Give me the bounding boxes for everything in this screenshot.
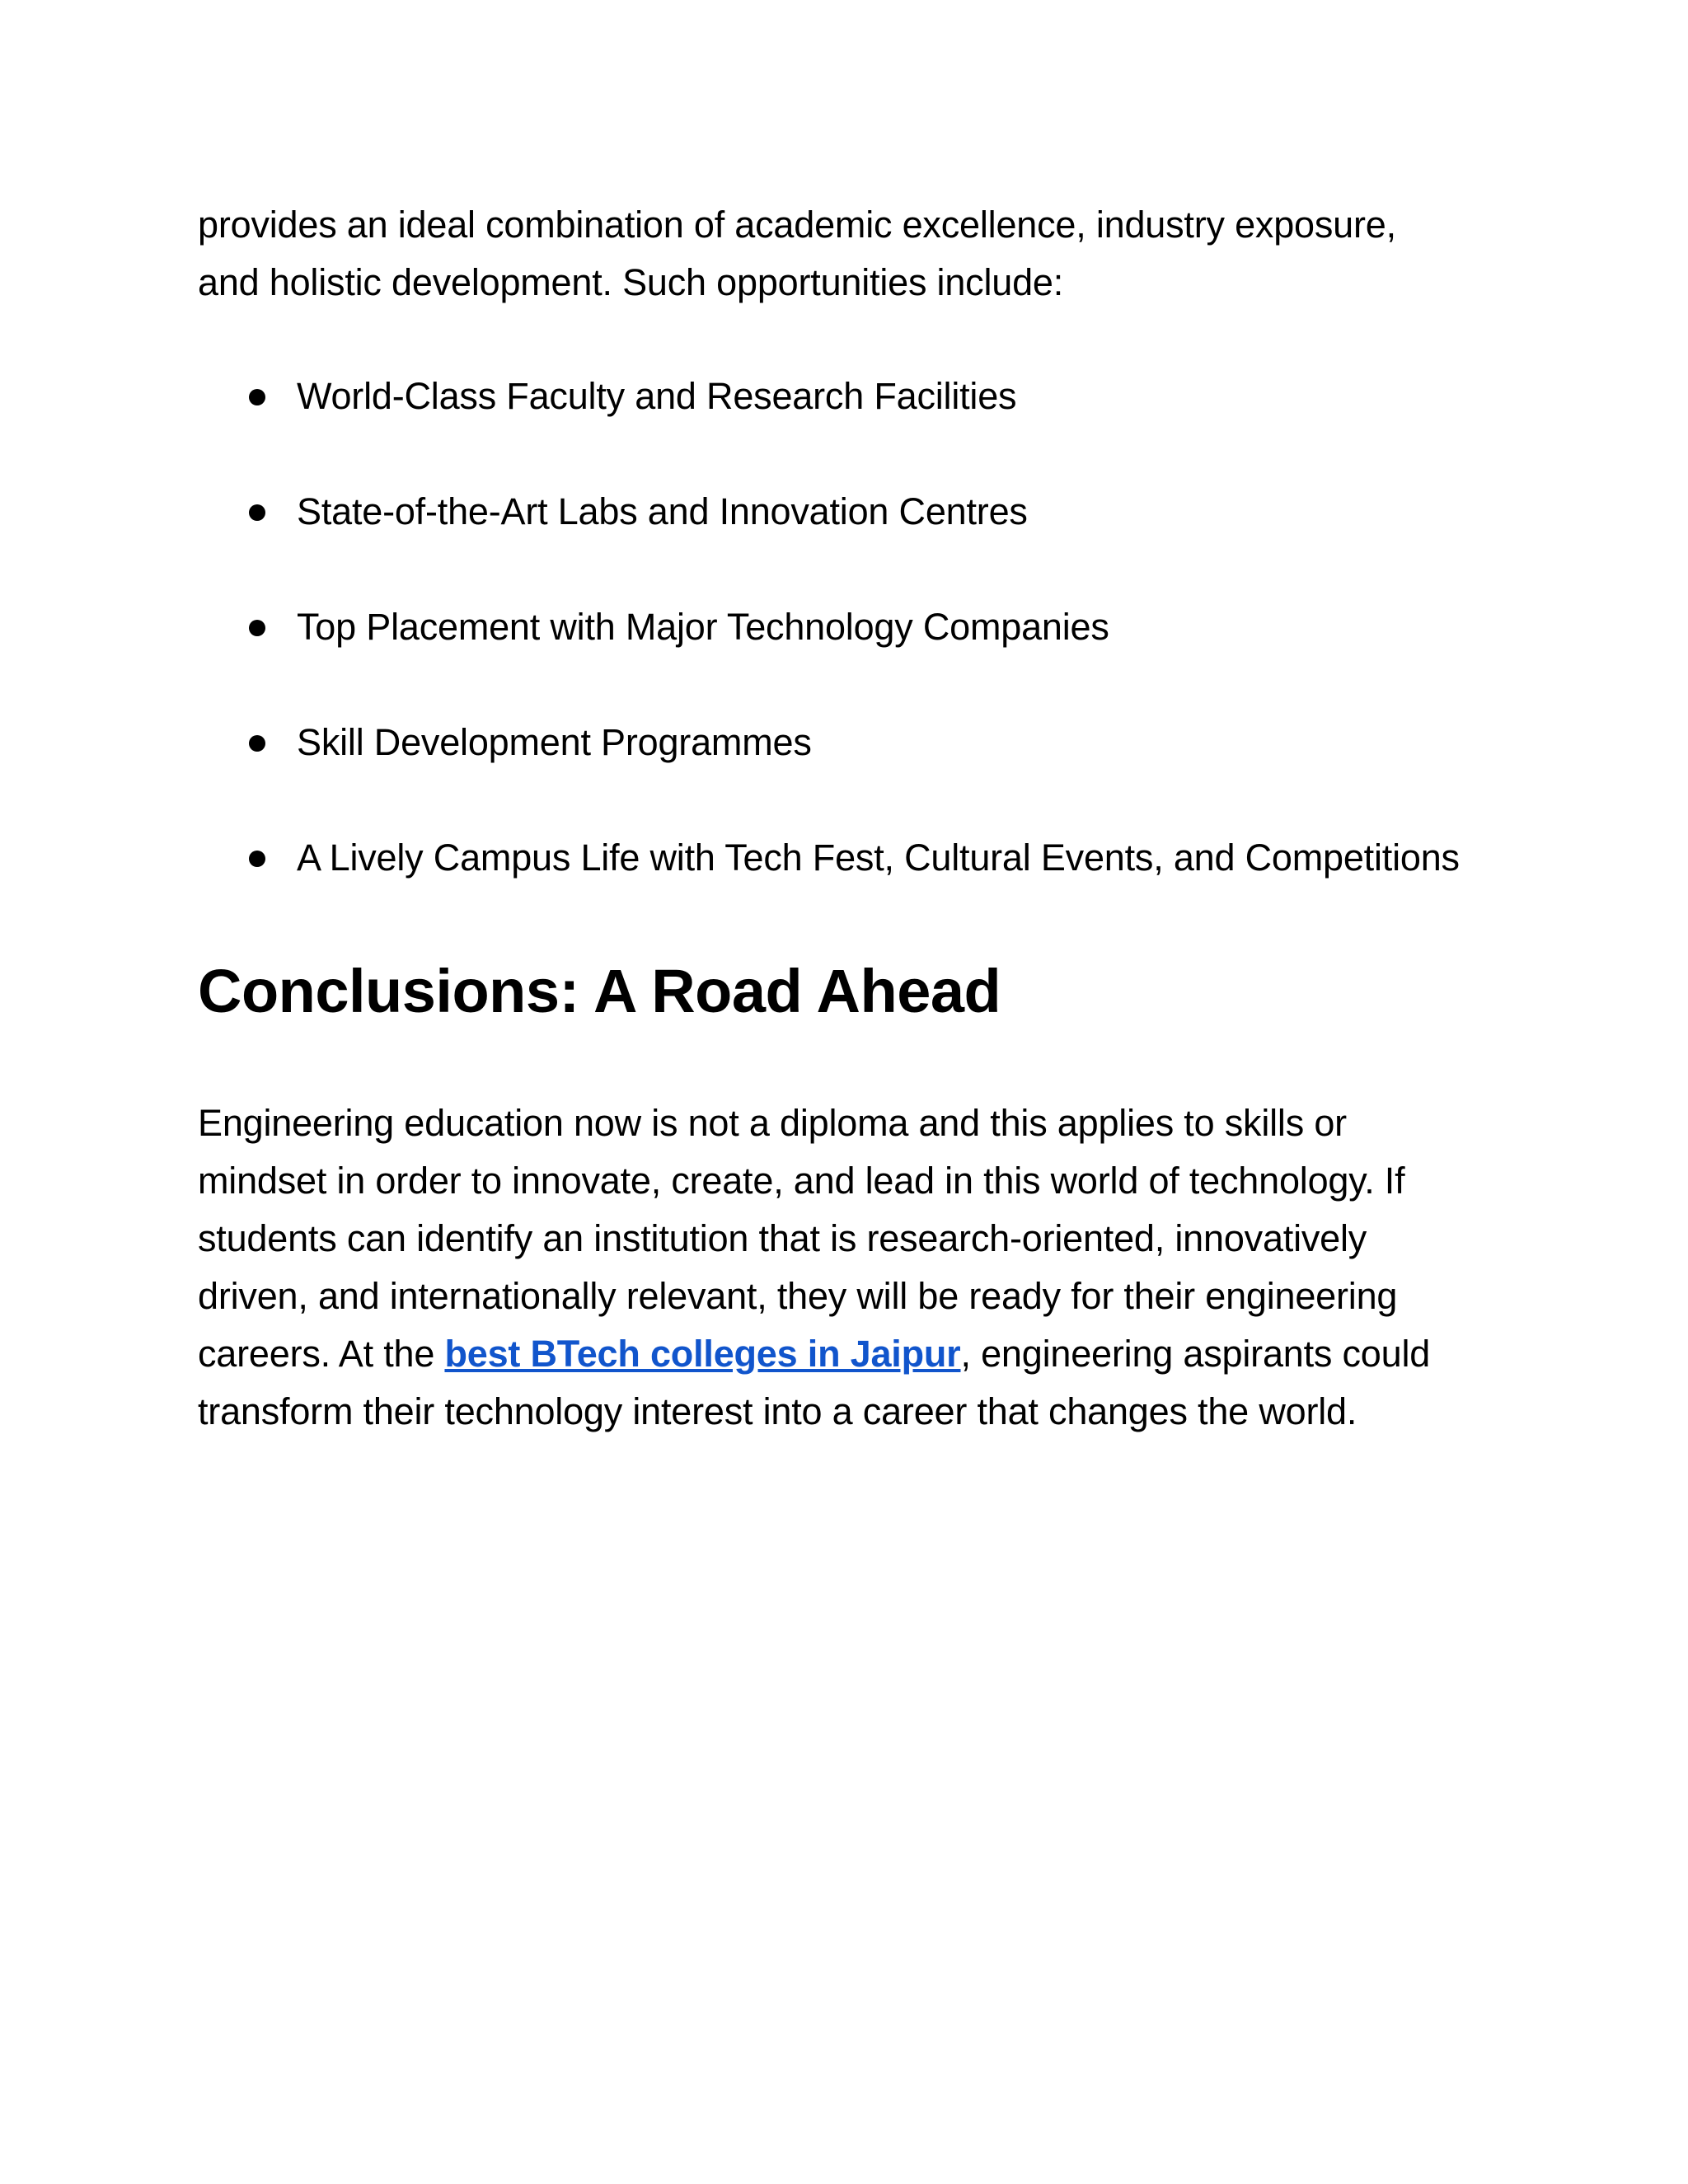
list-item bbox=[198, 714, 1500, 771]
list-item-label: Top Placement with Major Technology Companies bbox=[297, 606, 1109, 648]
list-item-label: State-of-the-Art Labs and Innovation Centres bbox=[297, 490, 1028, 532]
opportunities-list bbox=[198, 368, 1500, 887]
conclusion-line-prefix: careers. At the bbox=[198, 1333, 445, 1375]
intro-paragraph bbox=[198, 196, 1500, 312]
list-item bbox=[198, 368, 1500, 425]
list-item-label: World-Class Faculty and Research Facilities bbox=[297, 375, 1017, 417]
conclusion-line-suffix: , engineering aspirants could bbox=[960, 1333, 1431, 1375]
list-item-label: A Lively Campus Life with Tech Fest, Cultural Events, and Competitions bbox=[297, 837, 1460, 879]
conclusion-line: Engineering education now is not a diploma and this applies to skills or bbox=[198, 1102, 1347, 1144]
intro-line: and holistic development. Such opportunities include: bbox=[198, 261, 1064, 303]
section-heading: Conclusions: A Road Ahead bbox=[198, 957, 1001, 1025]
intro-line: provides an ideal combination of academic excellence, industry exposure, bbox=[198, 204, 1396, 246]
bullet-icon bbox=[249, 620, 265, 636]
conclusion-line: students can identify an institution that is research-oriented, innovatively bbox=[198, 1217, 1367, 1259]
bullet-icon bbox=[249, 389, 265, 405]
conclusion-line: driven, and internationally relevant, they will be ready for their engineering bbox=[198, 1275, 1398, 1317]
bullet-icon bbox=[249, 504, 265, 521]
btech-colleges-link[interactable]: best BTech colleges in Jaipur bbox=[444, 1333, 961, 1375]
conclusion-paragraph bbox=[198, 1094, 1500, 1441]
list-item-label: Skill Development Programmes bbox=[297, 721, 812, 763]
bullet-icon bbox=[249, 735, 265, 752]
conclusion-line: mindset in order to innovate, create, and lead in this world of technology. If bbox=[198, 1160, 1405, 1202]
list-item bbox=[198, 598, 1500, 656]
list-item bbox=[198, 483, 1500, 541]
list-item bbox=[198, 829, 1500, 887]
document-page bbox=[198, 196, 1500, 1441]
bullet-icon bbox=[249, 851, 265, 867]
conclusion-line: transform their technology interest into a career that changes the world. bbox=[198, 1390, 1357, 1432]
